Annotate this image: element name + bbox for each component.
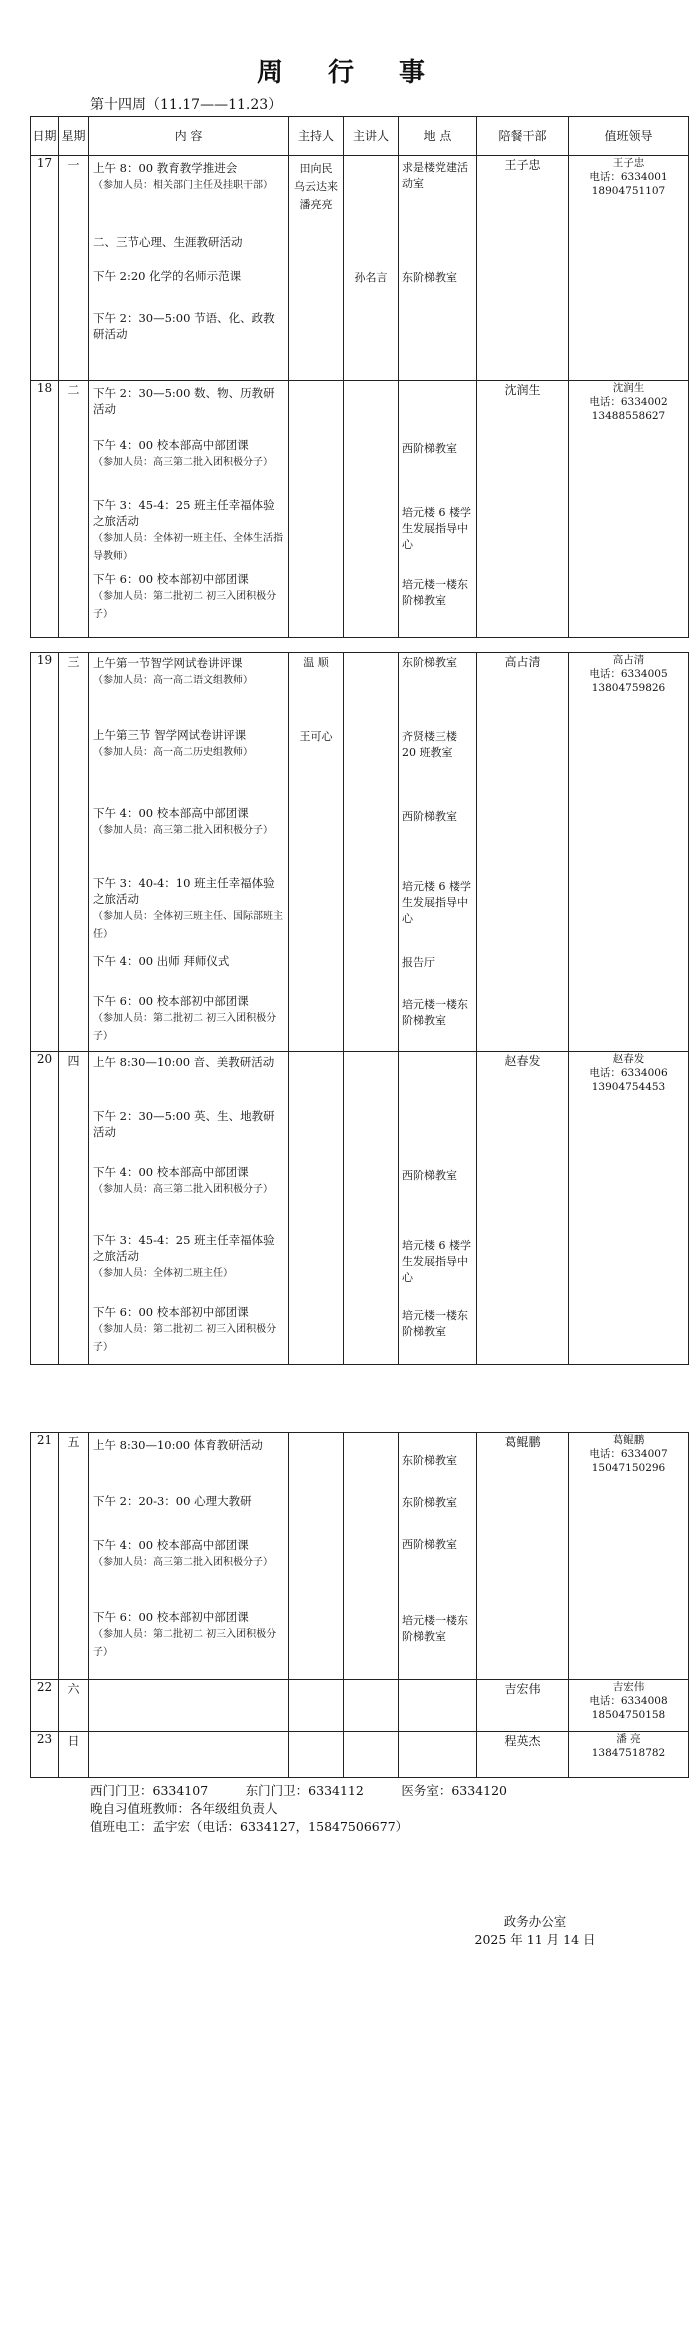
- activity-item: 下午 4：00 校本部高中部团课 （参加人员：高三第二批入团积极分子）: [93, 1538, 273, 1568]
- activity-item: 下午 4：00 校本部高中部团课 （参加人员：高三第二批入团积极分子）: [93, 806, 273, 836]
- place-item: 培元楼 6 楼学生发展指导中心: [402, 880, 471, 925]
- day-weekday: 四: [59, 1052, 89, 1365]
- electrician-duty: 值班电工：孟宇宏（电话：6334127，15847506677）: [90, 1819, 409, 1834]
- day-weekday: 一: [59, 156, 89, 381]
- place-item: 东阶梯教室: [402, 1454, 457, 1467]
- day-host: [289, 1732, 344, 1778]
- activity-item: 上午 8：00 教育教学推进会 （参加人员：相关部门主任及挂职干部）: [93, 161, 273, 191]
- activity-item: 二、三节心理、生涯教研活动: [93, 235, 243, 249]
- day-row: [31, 1680, 689, 1732]
- day-leader: [569, 1052, 689, 1365]
- place-item: 培元楼一楼东阶梯教室: [402, 578, 468, 607]
- day-speaker: [344, 1433, 399, 1680]
- host-names: 田向民 乌云达来 潘亮亮: [294, 162, 338, 211]
- header-host: 主持人: [289, 117, 344, 156]
- day-weekday: 日: [59, 1732, 89, 1778]
- place-item: 东阶梯教室: [402, 656, 457, 669]
- header-place: 地 点: [399, 117, 477, 156]
- day-weekday: 六: [59, 1680, 89, 1732]
- activity-item: 下午 6：00 校本部初中部团课 （参加人员：第二批初二 初三入团积极分子）: [93, 1610, 277, 1658]
- activity-item: 下午 6：00 校本部初中部团课 （参加人员：第二批初二 初三入团积极分子）: [93, 572, 277, 620]
- day-host: [289, 1433, 344, 1680]
- day-meal: 葛鲲鹏: [477, 1433, 569, 1680]
- day-host: [289, 381, 344, 638]
- day-row: [31, 1732, 689, 1778]
- signature-date: 2025 年 11 月 14 日: [474, 1932, 596, 1947]
- header-leader: 值班领导: [569, 117, 689, 156]
- signature-office: 政务办公室: [503, 1914, 567, 1929]
- day-place: [399, 1680, 477, 1732]
- leader-mobile: 13488558627: [591, 410, 666, 422]
- place-item: 西阶梯教室: [402, 442, 457, 455]
- activity-item: 下午 6：00 校本部初中部团课 （参加人员：第二批初二 初三入团积极分子）: [93, 1305, 277, 1353]
- place-item: 培元楼一楼东阶梯教室: [402, 998, 468, 1027]
- leader-name: 吉宏伟: [612, 1681, 645, 1693]
- header-meal: 陪餐干部: [477, 117, 569, 156]
- day-host: [289, 1052, 344, 1365]
- gate-phones: 西门门卫：6334107 东门门卫：6334112 医务室：6334120: [90, 1783, 508, 1798]
- day-leader: [569, 1732, 689, 1778]
- day-leader: [569, 1433, 689, 1680]
- leader-mobile: 13804759826: [591, 682, 666, 694]
- day-meal: 沈润生: [477, 381, 569, 638]
- day-content: [89, 1433, 289, 1680]
- activity-item: 上午第三节 智学网试卷讲评课 （参加人员：高一高二历史组教师）: [93, 728, 253, 758]
- day-host: [289, 653, 344, 1052]
- day-meal: 赵春发: [477, 1052, 569, 1365]
- day-row: [31, 1433, 689, 1680]
- place-item: 东阶梯教室: [402, 271, 457, 284]
- day-row: [31, 156, 689, 381]
- day-date: 20: [31, 1052, 59, 1365]
- header-row: [31, 117, 689, 156]
- activity-item: 下午 6：00 校本部初中部团课 （参加人员：第二批初二 初三入团积极分子）: [93, 994, 277, 1042]
- leader-name: 葛鲲鹏: [612, 1434, 645, 1446]
- day-leader: [569, 1680, 689, 1732]
- day-host: [289, 1680, 344, 1732]
- day-speaker: [344, 1680, 399, 1732]
- header-content: 内 容: [89, 117, 289, 156]
- activity-item: 下午 2：20-3：00 心理大教研: [93, 1494, 252, 1508]
- day-date: 21: [31, 1433, 59, 1680]
- leader-tel: 电话：6334005: [589, 668, 668, 680]
- day-place: [399, 1052, 477, 1365]
- day-content: [89, 381, 289, 638]
- day-content: [89, 653, 289, 1052]
- header-weekday: 星期: [59, 117, 89, 156]
- day-row: [31, 653, 689, 1052]
- page-title: 周 行 事: [256, 58, 444, 88]
- day-content: [89, 156, 289, 381]
- day-place: [399, 653, 477, 1052]
- schedule-table-part3: [30, 1432, 689, 1778]
- place-item: 报告厅: [402, 956, 435, 969]
- leader-mobile: 18504750158: [591, 1709, 666, 1721]
- activity-item: 上午第一节智学网试卷讲评课 （参加人员：高一高二语文组教师）: [93, 656, 253, 686]
- day-row: [31, 381, 689, 638]
- day-place: [399, 381, 477, 638]
- leader-name: 高占清: [612, 654, 645, 666]
- leader-mobile: 18904751107: [591, 185, 666, 197]
- activity-item: 下午 3：40-4：10 班主任幸福体验之旅活动 （参加人员：全体初三班主任、国际部班主任）: [93, 876, 283, 940]
- day-meal: 程英杰: [477, 1732, 569, 1778]
- activity-item: 上午 8:30—10:00 音、美教研活动: [93, 1055, 275, 1069]
- activity-item: 下午 2：30—5:00 英、生、地教研活动: [93, 1109, 275, 1139]
- day-speaker: [344, 653, 399, 1052]
- activity-item: 下午 2：30—5:00 节语、化、政教研活动: [93, 311, 275, 341]
- day-meal: 吉宏伟: [477, 1680, 569, 1732]
- host-name: 王可心: [299, 730, 333, 743]
- activity-item: 下午 4：00 校本部高中部团课 （参加人员：高三第二批入团积极分子）: [93, 438, 273, 468]
- activity-item: 下午 3：45-4：25 班主任幸福体验之旅活动 （参加人员：全体初二班主任）: [93, 1233, 275, 1279]
- leader-tel: 电话：6334001: [589, 171, 668, 183]
- place-item: 东阶梯教室: [402, 1496, 457, 1509]
- place-item: 培元楼 6 楼学生发展指导中心: [402, 1239, 471, 1284]
- activity-item: 下午 4：00 出师 拜师仪式: [93, 954, 230, 968]
- leader-tel: 电话：6334007: [589, 1448, 668, 1460]
- day-meal: 王子忠: [477, 156, 569, 381]
- day-weekday: 二: [59, 381, 89, 638]
- activity-item: 上午 8:30—10:00 体育教研活动: [93, 1438, 263, 1452]
- day-speaker: [344, 1732, 399, 1778]
- place-item: 培元楼 6 楼学生发展指导中心: [402, 506, 471, 551]
- day-speaker: [344, 381, 399, 638]
- activity-item: 下午 3：45-4：25 班主任幸福体验之旅活动 （参加人员：全体初一班主任、全体生活指导教师）: [93, 498, 283, 562]
- speaker-name: 孙名言: [354, 271, 388, 284]
- leader-name: 沈润生: [612, 382, 645, 394]
- day-date: 22: [31, 1680, 59, 1732]
- day-content: [89, 1732, 289, 1778]
- day-place: [399, 1732, 477, 1778]
- place-item: 培元楼一楼东阶梯教室: [402, 1309, 468, 1338]
- activity-item: 下午 4：00 校本部高中部团课 （参加人员：高三第二批入团积极分子）: [93, 1165, 273, 1195]
- activity-item: 下午 2:20 化学的名师示范课: [93, 269, 242, 283]
- day-host: [289, 156, 344, 381]
- leader-tel: 电话：6334008: [589, 1695, 668, 1707]
- day-date: 17: [31, 156, 59, 381]
- day-leader: [569, 653, 689, 1052]
- day-content: [89, 1680, 289, 1732]
- day-date: 23: [31, 1732, 59, 1778]
- header-speaker: 主讲人: [344, 117, 399, 156]
- day-date: 18: [31, 381, 59, 638]
- place-item: 培元楼一楼东阶梯教室: [402, 1614, 468, 1643]
- leader-mobile: 15047150296: [591, 1462, 666, 1474]
- schedule-table-part1: [30, 116, 689, 638]
- day-leader: [569, 156, 689, 381]
- leader-tel: 电话：6334002: [589, 396, 668, 408]
- leader-mobile: 13904754453: [591, 1081, 666, 1093]
- schedule-table-part2: [30, 652, 689, 1365]
- place-item: 求是楼党建活动室: [402, 161, 468, 190]
- day-speaker: [344, 156, 399, 381]
- day-leader: [569, 381, 689, 638]
- day-date: 19: [31, 653, 59, 1052]
- host-name: 温 顺: [303, 656, 329, 669]
- place-item: 西阶梯教室: [402, 1169, 457, 1182]
- day-weekday: 五: [59, 1433, 89, 1680]
- place-item: 西阶梯教室: [402, 1538, 457, 1551]
- activity-item: 下午 2：30—5:00 数、物、历教研活动: [93, 386, 275, 416]
- day-weekday: 三: [59, 653, 89, 1052]
- header-date: 日期: [31, 117, 59, 156]
- day-place: [399, 1433, 477, 1680]
- day-row: [31, 1052, 689, 1365]
- leader-name: 赵春发: [612, 1053, 645, 1065]
- day-speaker: [344, 1052, 399, 1365]
- evening-duty: 晚自习值班教师：各年级组负责人: [90, 1801, 278, 1816]
- week-range: 第十四周（11.17——11.23）: [90, 97, 283, 113]
- day-content: [89, 1052, 289, 1365]
- leader-name: 潘 亮: [616, 1733, 641, 1745]
- leader-mobile: 13847518782: [591, 1747, 666, 1759]
- leader-tel: 电话：6334006: [589, 1067, 668, 1079]
- place-item: 西阶梯教室: [402, 810, 457, 823]
- day-place: [399, 156, 477, 381]
- day-meal: 高占清: [477, 653, 569, 1052]
- place-item: 齐贤楼三楼 20 班教室: [402, 730, 457, 759]
- leader-name: 王子忠: [612, 157, 645, 169]
